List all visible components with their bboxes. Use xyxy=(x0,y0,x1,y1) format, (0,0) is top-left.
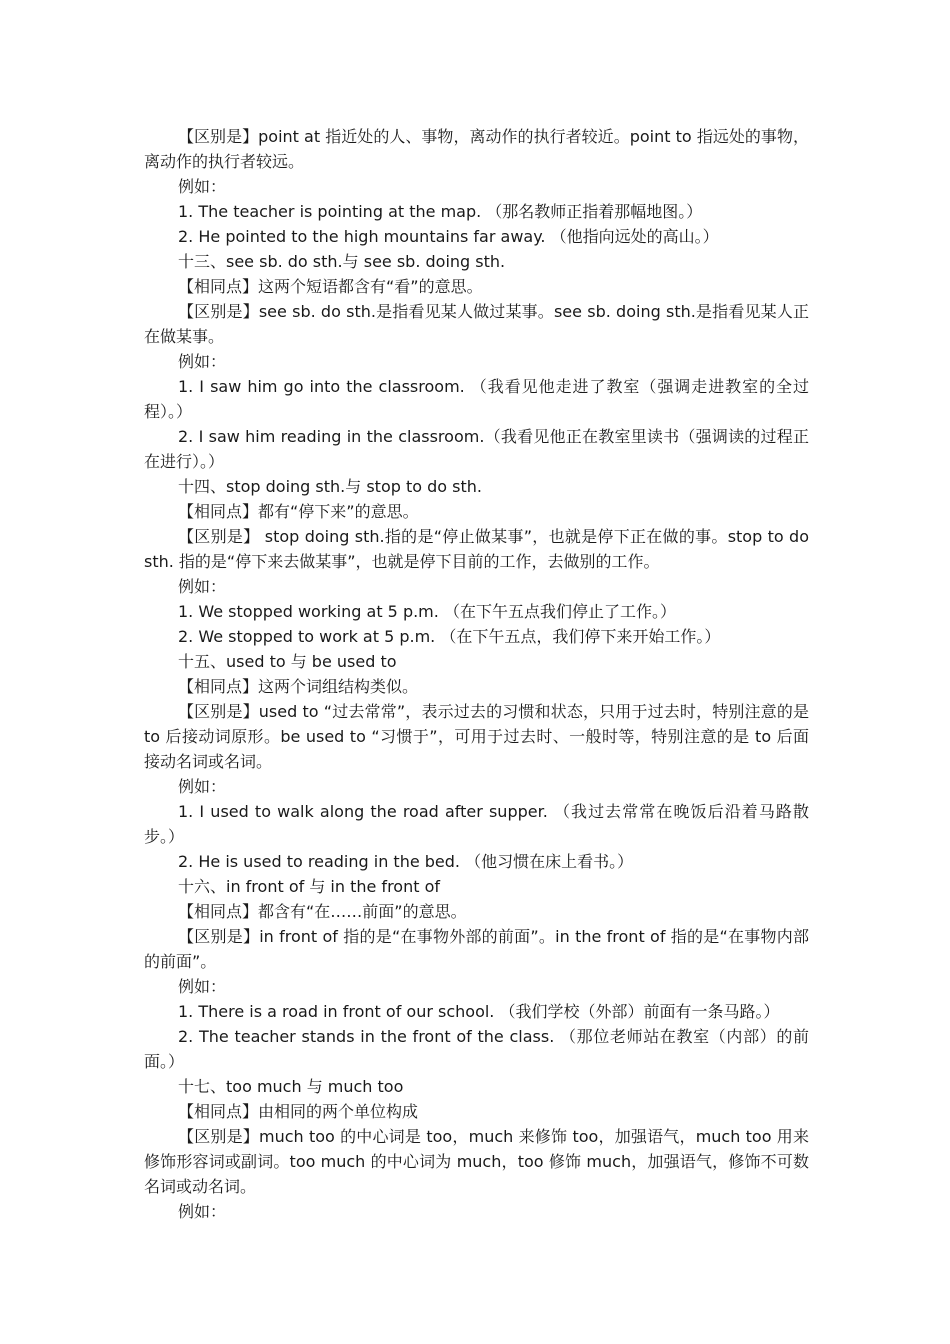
section-heading-13: 十三、see sb. do sth.与 see sb. doing sth. xyxy=(178,252,506,271)
paragraph-example: 2. I saw him reading in the classroom.（我看见他正在教室里读书（强调读的过程正在进行）。） xyxy=(144,427,809,471)
paragraph-example-label: 例如： xyxy=(178,177,227,196)
paragraph-example-label: 例如： xyxy=(178,577,227,596)
paragraph-example: 1. We stopped working at 5 p.m. （在下午五点我们停止了工作。） xyxy=(178,602,676,621)
paragraph-example: 2. We stopped to work at 5 p.m. （在下午五点，我们停下来开始工作。） xyxy=(178,627,721,646)
document-body xyxy=(144,124,809,1224)
section-heading-15: 十五、used to 与 be used to xyxy=(178,652,397,671)
paragraph-example: 1. I used to walk along the road after supper. （我过去常常在晚饭后沿着马路散步。） xyxy=(144,802,809,846)
paragraph-example-label: 例如： xyxy=(178,777,227,796)
paragraph-difference-point: 【区别是】point at 指近处的人、事物，离动作的执行者较近。point to 指远处的事物，离动作的执行者较远。 xyxy=(144,127,809,171)
paragraph-similarity: 【相同点】由相同的两个单位构成 xyxy=(178,1102,419,1121)
paragraph-example: 2. The teacher stands in the front of the class. （那位老师站在教室（内部）的前面。） xyxy=(144,1027,809,1071)
paragraph-example: 1. I saw him go into the classroom. （我看见他走进了教室（强调走进教室的全过程）。） xyxy=(144,377,809,421)
paragraph-example-label: 例如： xyxy=(178,352,227,371)
paragraph-example: 2. He is used to reading in the bed. （他习惯在床上看书。） xyxy=(178,852,634,871)
paragraph-similarity: 【相同点】这两个短语都含有“看”的意思。 xyxy=(178,277,483,296)
paragraph-difference: 【区别是】 stop doing sth.指的是“停止做某事”，也就是停下正在做的事。stop to do sth. 指的是“停下来去做某事”，也就是停下目前的工作，去做别的工作。 xyxy=(144,527,809,571)
paragraph-similarity: 【相同点】都有“停下来”的意思。 xyxy=(178,502,419,521)
paragraph-example: 1. The teacher is pointing at the map. （那名教师正指着那幅地图。） xyxy=(178,202,703,221)
paragraph-difference: 【区别是】much too 的中心词是 too，much 来修饰 too，加强语气，much too 用来修饰形容词或副词。too much 的中心词为 much，too 修饰 much，加强语气，修饰不可数名词或动名词。 xyxy=(144,1127,809,1196)
paragraph-example-label: 例如： xyxy=(178,977,227,996)
paragraph-example: 1. There is a road in front of our school. （我们学校（外部）前面有一条马路。） xyxy=(178,1002,780,1021)
paragraph-similarity: 【相同点】都含有“在……前面”的意思。 xyxy=(178,902,467,921)
paragraph-difference: 【区别是】in front of 指的是“在事物外部的前面”。in the front of 指的是“在事物内部的前面”。 xyxy=(144,927,809,971)
section-heading-14: 十四、stop doing sth.与 stop to do sth. xyxy=(178,477,482,496)
paragraph-example-label: 例如： xyxy=(178,1202,227,1221)
section-heading-16: 十六、in front of 与 in the front of xyxy=(178,877,441,896)
paragraph-similarity: 【相同点】这两个词组结构类似。 xyxy=(178,677,419,696)
paragraph-difference: 【区别是】see sb. do sth.是指看见某人做过某事。see sb. doing sth.是指看见某人正在做某事。 xyxy=(144,302,809,346)
section-heading-17: 十七、too much 与 much too xyxy=(178,1077,404,1096)
paragraph-example: 2. He pointed to the high mountains far away. （他指向远处的高山。） xyxy=(178,227,719,246)
paragraph-difference: 【区别是】used to “过去常常”，表示过去的习惯和状态，只用于过去时，特别注意的是 to 后接动词原形。be used to “习惯于”，可用于过去时、一般时等，特别注意的是 to 后面接动名词或名词。 xyxy=(144,702,809,771)
